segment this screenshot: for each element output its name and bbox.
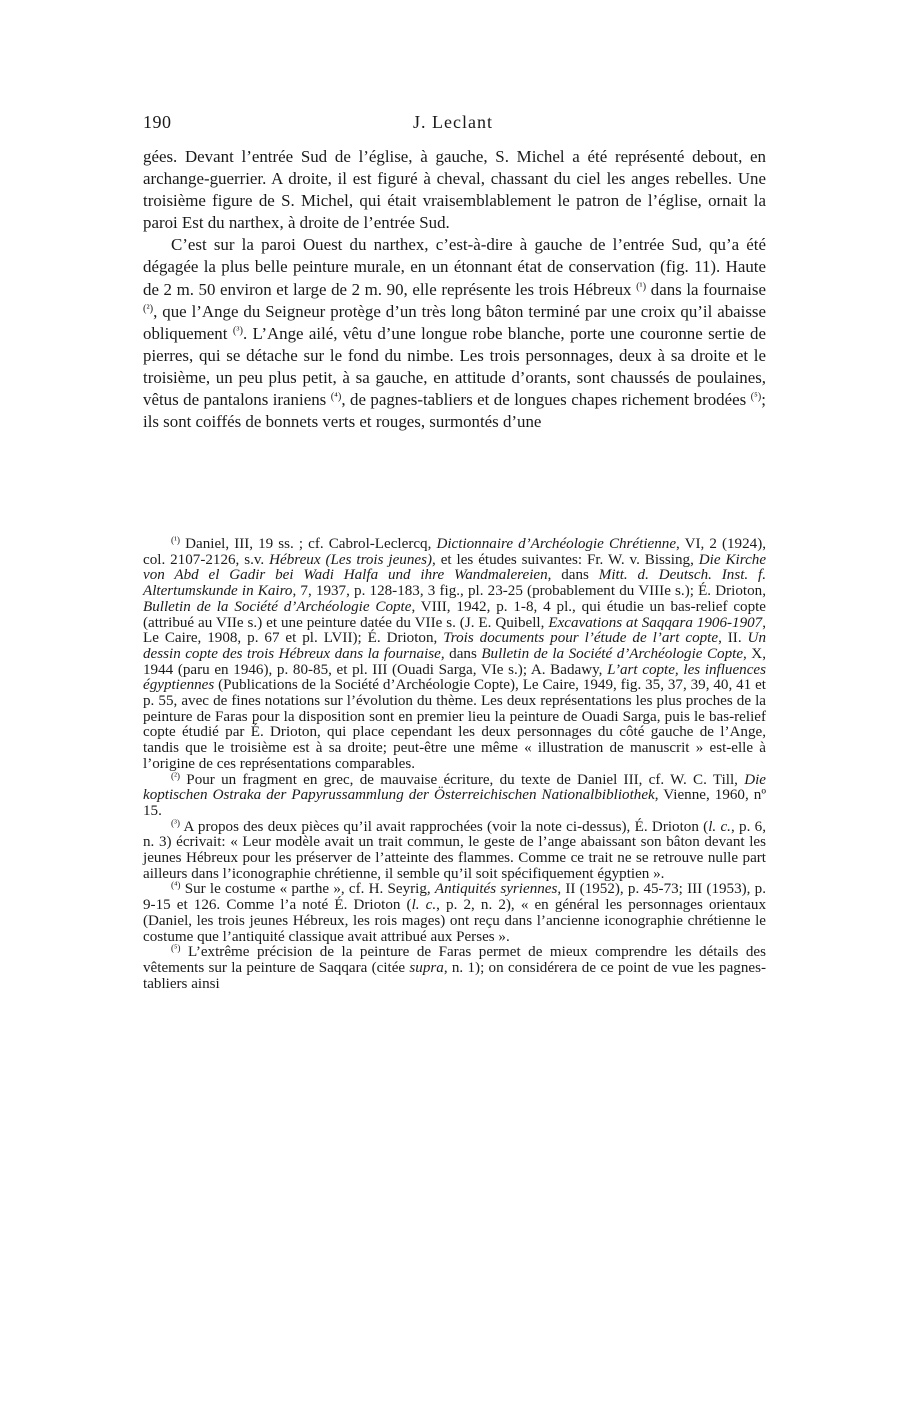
note-ref-2: (²) [143, 302, 154, 314]
main-text [143, 146, 766, 433]
footnote-1: $^{(^1)}$ Daniel, III, 19 ss. ; cf. Cabrol-Leclercq, Dictionnaire d’Archéologie Chrétienne, VI, 2 (1924), col. 2107-2126, s.v. Hébreux (Les trois jeunes), et les études suivantes: Fr. W. v. Bissing, Die Kirche von Abd el Gadir bei Wadi Halfa und ihre Wandmalereien, dans Mitt. d. Deutsch. Inst. f. Altertumskunde in Kairo, 7, 1937, p. 128-183, 3 fig., pl. 23-25 (probablement du VIIIe s.); É. Drioton, Bulletin de la Société d’Archéologie Copte, VIII, 1942, p. 1-8, 4 pl., qui étudie un bas-relief copte (attribué au VIIe s.) et une peinture datée du VIIe s. (J. E. Quibell, Excavations at Saqqara 1906-1907, Le Caire, 1908, p. 67 et pl. LVII); É. Drioton, Trois documents pour l’étude de l’art copte, II. Un dessin copte des trois Hébreux dans la fournaise, dans Bulletin de la Société d’Archéologie Copte, X, 1944 (paru en 1946), p. 80-85, et pl. III (Ouadi Sarga, VIe s.); A. Badawy, L’art copte, les influences égyptiennes (Publications de la Société d’Archéologie Copte), Le Caire, 1949, fig. 35, 37, 39, 40, 41 et p. 55, avec de fines notations sur l’évolution du thème. Les deux représentations les plus proches de la peinture de Faras pour la disposition sont en premier lieu la peinture de Ouadi Sarga, puis le bas-relief copte étudié par É. Drioton, qui place cependant les deux personnages du côté gauche de l’Ange, tandis que le troisième est à sa droite; peut-être une même « illustration de manuscrit » est-elle à l’origine de ces représentations comparables. [143, 535, 767, 772]
footnote-2: $^{(^2)}$ Pour un fragment en grec, de mauvaise écriture, du texte de Daniel III, cf. W. C. Till, Die koptischen Ostraka der Papyrussammlung der Österreichischen Nationalbibliothek, Vienne, 1960, nº 15. [143, 771, 766, 819]
footnote-3: $^{(^3)}$ A propos des deux pièces qu’il avait rapprochées (voir la note ci-dessus), É. Drioton (l. c., p. 6, n. 3) écrivait: « Leur modèle avait un trait commun, le geste de l’ange abaissant son bâton devant les jeunes Hébreux pour les préserver de l’atteinte des flammes. Comme ce trait ne se retrouve nulle part ailleurs dans l’iconographie chrétienne, il semble qu’il soit spécifiquement égyptien ». [143, 818, 766, 882]
page-number: 190 [143, 112, 172, 132]
note-ref-3: (³) [232, 325, 243, 336]
running-head: J. Leclant [413, 112, 493, 132]
footnotes [143, 537, 766, 992]
footnote-5: $^{(^5)}$ L’extrême précision de la peinture de Faras permet de mieux comprendre les détails des vêtements sur la peinture de Saqqara (citée supra, n. 1); on considérera de ce point de vue les pagnes-tabliers ainsi [143, 944, 766, 992]
paragraph-1: gées. Devant l’entrée Sud de l’église, à gauche, S. Michel a été représenté debout, en archange-guerrier. A droite, il est figuré à cheval, chassant du ciel les anges rebelles. Une troisième figure de S. Michel, qui était vraisemblablement le patron de l’église, ornait la paroi Est du narthex, à droite de l’entrée Sud. [143, 147, 766, 233]
paragraph-2: C’est sur la paroi Ouest du narthex, c’est-à-dire à gauche de l’entrée Sud, qu’a été dégagée la plus belle peinture murale, en un étonnant état de conservation (fig. 11). Haute de 2 m. 50 environ et large de 2 m. 90, elle représente les trois Hébreux $^{(^1)}$ dans la fournaise $^{(^2)}$, que l’Ange du Seigneur protège d’un très long bâton terminé par une croix qu’il abaisse obliquement $^{(^3)}$. L’Ange ailé, vêtu d’une longue robe blanche, porte une couronne sertie de pierres, qui se détache sur le fond du nimbe. Les trois personnages, deux à sa droite et le troisième, un peu plus petit, à sa gauche, en attitude d’orants, sont chaussés de poulaines, vêtus de pantalons iraniens $^{(^4)}$, de pagnes-tabliers et de longues chapes richement brodées $^{(^5)}$; ils sont coiffés de bonnets verts et rouges, surmontés d’une [143, 235, 766, 432]
note-ref-4: (⁴) [330, 391, 342, 403]
footnote-4: $^{(^4)}$ Sur le costume « parthe », cf. H. Seyrig, Antiquités syriennes, II (1952), p. 45-73; III (1953), p. 9-15 et 126. Comme l’a noté É. Drioton (l. c., p. 2, n. 2), « en général les personnages orientaux (Daniel, les trois jeunes Hébreux, les rois mages) ont reçu dans l’ancienne iconographie chrétienne le costume que l’antiquité classique avait attribué aux Perses ». [143, 881, 766, 945]
note-ref-5: (⁵) [750, 391, 762, 403]
note-ref-1: (¹) [636, 280, 647, 292]
